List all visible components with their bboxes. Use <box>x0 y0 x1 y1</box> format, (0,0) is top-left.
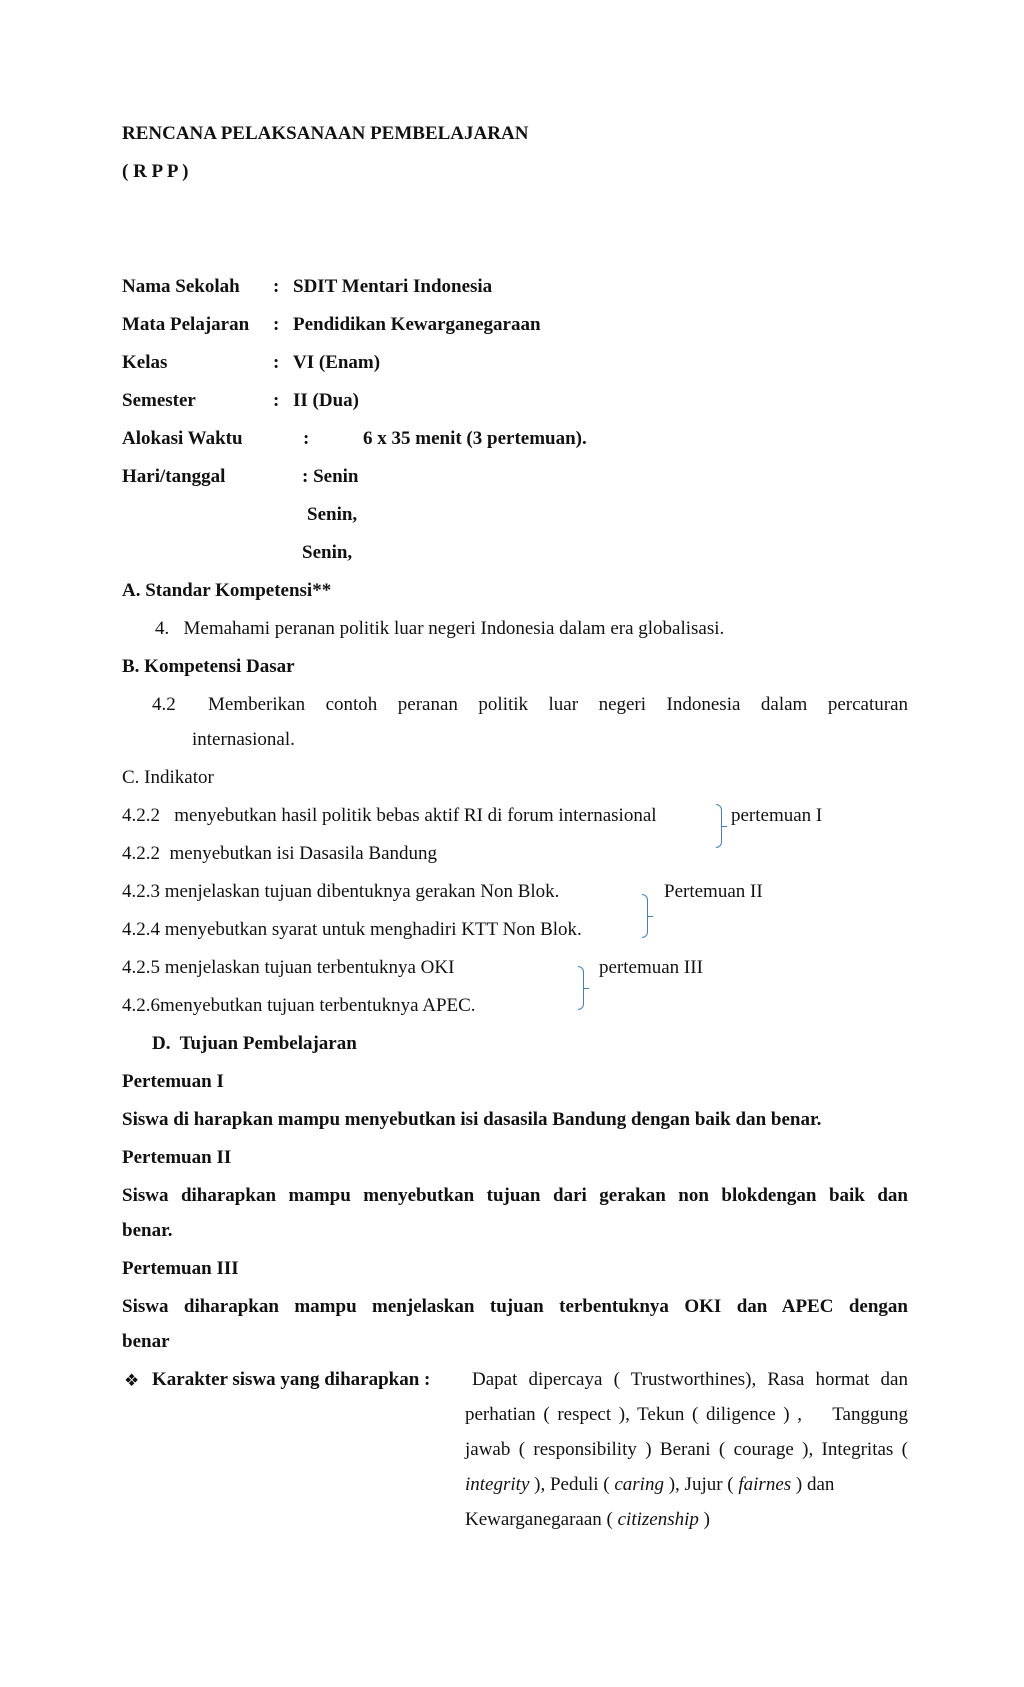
pertemuan-1-text: Siswa di harapkan mampu menyebutkan isi dasasila Bandung dengan baik dan benar. <box>122 1109 822 1130</box>
karakter-kewarganegaraan: Kewarganegaraan ( <box>465 1509 618 1530</box>
brace-group-3 <box>578 966 584 1010</box>
karakter-label: Karakter siswa yang diharapkan : <box>152 1369 431 1390</box>
group-label-1: pertemuan I <box>731 805 823 826</box>
brace-group-1 <box>716 804 722 848</box>
section-a-item: 4. Memahami peranan politik luar negeri Indonesia dalam era globalisasi. <box>155 618 725 639</box>
pertemuan-2-line2: benar. <box>122 1220 173 1241</box>
mapel-label: Mata Pelajaran <box>122 314 250 335</box>
mapel-value: Pendidikan Kewarganegaraan <box>293 314 541 335</box>
section-d-heading: D. Tujuan Pembelajaran <box>152 1033 357 1054</box>
section-b-number: 4.2 <box>152 694 176 715</box>
karakter-caring: caring <box>614 1474 664 1495</box>
pertemuan-3-line2: benar <box>122 1331 170 1352</box>
karakter-peduli: ), Peduli ( <box>529 1474 615 1495</box>
brace-group-2 <box>642 894 648 938</box>
document-subtitle: ( R P P ) <box>122 161 189 182</box>
semester-colon: : <box>273 390 280 411</box>
semester-value: II (Dua) <box>293 390 359 411</box>
sekolah-value: SDIT Mentari Indonesia <box>293 276 493 297</box>
karakter-integrity: integrity <box>465 1474 530 1495</box>
hari-value-3: Senin, <box>302 542 353 563</box>
section-b-line1: Memberikan contoh peranan politik luar negeri Indonesia dalam percaturan <box>208 694 908 715</box>
indicator-item: 4.2.2 menyebutkan hasil politik bebas aktif RI di forum internasional <box>122 805 657 826</box>
karakter-line5 <box>465 1510 710 1529</box>
hari-value-2: Senin, <box>307 504 358 525</box>
pertemuan-2-line1: Siswa diharapkan mampu menyebutkan tujuan dari gerakan non blokdengan baik dan <box>122 1185 908 1206</box>
karakter-line1: Dapat dipercaya ( Trustworthines), Rasa hormat dan <box>472 1369 908 1390</box>
document-title: RENCANA PELAKSANAAN PEMBELAJARAN <box>122 123 529 144</box>
indicator-item: 4.2.3 menjelaskan tujuan dibentuknya gerakan Non Blok. <box>122 881 560 902</box>
indicator-item: 4.2.6menyebutkan tujuan terbentuknya APEC. <box>122 995 476 1016</box>
section-b-line2: internasional. <box>192 729 295 750</box>
semester-label: Semester <box>122 390 196 411</box>
pertemuan-2-title: Pertemuan II <box>122 1147 232 1168</box>
alokasi-colon: : <box>303 428 310 449</box>
section-c-heading: C. Indikator <box>122 767 214 788</box>
karakter-close: ) <box>698 1509 710 1530</box>
hari-label: Hari/tanggal <box>122 466 226 487</box>
karakter-line4 <box>465 1475 908 1494</box>
karakter-citizenship: citizenship <box>617 1509 699 1530</box>
alokasi-label: Alokasi Waktu <box>122 428 243 449</box>
karakter-fairnes: fairnes <box>738 1474 792 1495</box>
alokasi-value: 6 x 35 menit (3 pertemuan). <box>363 428 587 449</box>
sekolah-label: Nama Sekolah <box>122 276 240 297</box>
karakter-dan: ) dan <box>791 1474 835 1495</box>
section-a-heading: A. Standar Kompetensi** <box>122 580 332 601</box>
group-label-2: Pertemuan II <box>664 881 763 902</box>
kelas-value: VI (Enam) <box>293 352 381 373</box>
indicator-item: 4.2.4 menyebutkan syarat untuk menghadiri KTT Non Blok. <box>122 919 582 940</box>
sekolah-colon: : <box>273 276 280 297</box>
kelas-label: Kelas <box>122 352 168 373</box>
hari-value-1: : Senin <box>302 466 359 487</box>
pertemuan-3-title: Pertemuan III <box>122 1258 239 1279</box>
karakter-jujur: ), Jujur ( <box>663 1474 739 1495</box>
kelas-colon: : <box>273 352 280 373</box>
indicator-item: 4.2.2 menyebutkan isi Dasasila Bandung <box>122 843 438 864</box>
pertemuan-3-line1: Siswa diharapkan mampu menjelaskan tujuan terbentuknya OKI dan APEC dengan <box>122 1296 908 1317</box>
karakter-line3: jawab ( responsibility ) Berani ( courage ), Integritas ( <box>465 1439 908 1460</box>
group-label-3: pertemuan III <box>599 957 703 978</box>
pertemuan-1-title: Pertemuan I <box>122 1071 224 1092</box>
indicator-item: 4.2.5 menjelaskan tujuan terbentuknya OKI <box>122 957 455 978</box>
mapel-colon: : <box>273 314 280 335</box>
section-b-heading: B. Kompetensi Dasar <box>122 656 295 677</box>
karakter-line2: perhatian ( respect ), Tekun ( diligence ) , Tanggung <box>465 1404 908 1425</box>
diamond-bullet-icon: ❖ <box>124 1371 140 1390</box>
